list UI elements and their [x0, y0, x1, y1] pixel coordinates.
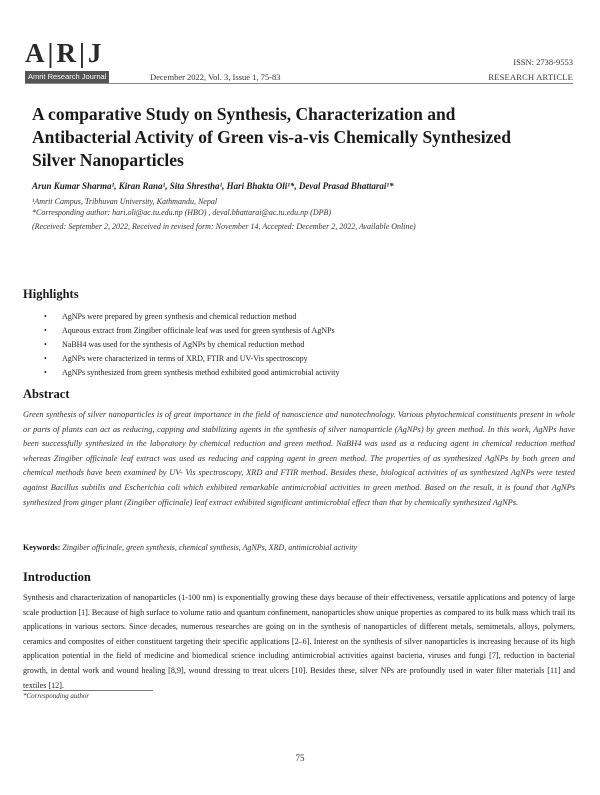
introduction-heading: Introduction: [23, 570, 91, 584]
page-number: 75: [295, 753, 305, 763]
journal-name: Amrit Research Journal: [25, 71, 109, 83]
highlight-item: • AgNPs were characterized in terms of XRD, FTIR and UV-Vis spectroscopy: [62, 352, 572, 366]
keywords-text: Zingiber officinale, green synthesis, chemical synthesis, AgNPs, XRD, antimicrobial activity: [60, 543, 358, 552]
highlight-item: • Aqueous extract from Zingiber officinale leaf was used for green synthesis of AgNPs: [62, 324, 572, 338]
article-type: RESEARCH ARTICLE: [488, 72, 573, 82]
introduction-text: Synthesis and characterization of nanoparticles (1-100 nm) is exponentially growing these days because of their effectiveness, versatile applications and potency of large scale production [1]. Because of high surface to volume ratio and quantum confinement, nanoparticles show unique properties as compared to its bulk mass which trail its applications in various sectors. Since decades, numerous researches are going on in the synthesis of nanoparticles of different metals, semimetals, alloys, polymers, ceramics and composites of either constituent targeting their specific applications [2–6]. Interest on the synthesis of silver nanoparticles is increasing because of its high application potential in the field of medicine and biomedical science including antimicrobial activities against bacteria, viruses and fungi [7], reduction in bacterial growth, in dental work and wound healing [8,9], wound dressing to treat ulcers [10]. Besides these, silver NPs are profoundly used in water filter materials [11] and textiles [12].: [23, 593, 575, 690]
keywords: [23, 543, 575, 552]
footnote: *Corresponding author: [23, 692, 90, 700]
corresponding-author: *Corresponding author: hari.oli@ac.tu.edu.np (HBO) , deval.bhattarai@ac.tu.edu.np (DPB): [32, 208, 332, 217]
authors: Arun Kumar Sharma¹, Kiran Rana¹, Sita Shrestha¹, Hari Bhakta Oli¹*, Deval Prasad Bhattarai¹*: [32, 181, 394, 191]
highlight-item: • AgNPs synthesized from green synthesis method exhibited good antimicrobial activity: [62, 366, 572, 380]
abstract-heading: Abstract: [23, 387, 70, 401]
issue-info: December 2022, Vol. 3, Issue 1, 75-83: [150, 72, 281, 82]
article-dates: (Received: September 2, 2022, Received in revised form: November 14, Accepted: December 2, 2022, Available Online): [32, 222, 416, 231]
issn: ISSN: 2738-9553: [513, 57, 573, 67]
header-divider: [25, 83, 573, 84]
highlight-item: • NaBH4 was used for the synthesis of AgNPs by chemical reduction method: [62, 338, 572, 352]
keywords-label: Keywords:: [23, 543, 61, 552]
affiliation: ¹Amrit Campus, Tribhuvan University, Kathmandu, Nepal: [32, 197, 218, 206]
abstract-text: Green synthesis of silver nanoparticles is of great importance in the field of nanoscience and nanotechnology. Various phytochemical constituents present in whole or parts of plants can act as reducing, capping and stabilizing agents in the synthesis of silver nanoparticle (AgNPs) by green method. In this work, AgNPs have been successfully synthesized in the laboratory by chemical reduction and green method. NaBH4 was used as a reducing agent in chemical reduction method whereas Zingiber officinale leaf extract was used as reducing and capping agent in green method. The properties of as synthesized AgNPs by both green and chemical methods have been examined by UV- Vis spectroscopy, XRD and FTIR method. Besides these, biological activities of as synthesized AgNPs were tested against Bacillus subtilis and Escherichia coli which exhibited remarkable antimicrobial activities in green method. Based on the result, it is found that AgNPs synthesized from ginger plant (Zingiber officinale) leaf extract exhibited significant antimicrobial effect than that by chemically synthesized AgNPs.: [23, 410, 575, 507]
highlights-heading: Highlights: [23, 287, 79, 301]
affiliation-block: [32, 196, 331, 218]
journal-logo: A|R|J: [25, 38, 105, 68]
highlight-item: • AgNPs were prepared by green synthesis and chemical reduction method: [62, 310, 572, 324]
article-title: A comparative Study on Synthesis, Characterization and Antibacterial Activity of Green vis-a-vis Chemically Synthesized Silver Nanoparticles: [32, 104, 511, 170]
footnote-divider: [23, 690, 153, 691]
highlights-list: [62, 310, 572, 380]
